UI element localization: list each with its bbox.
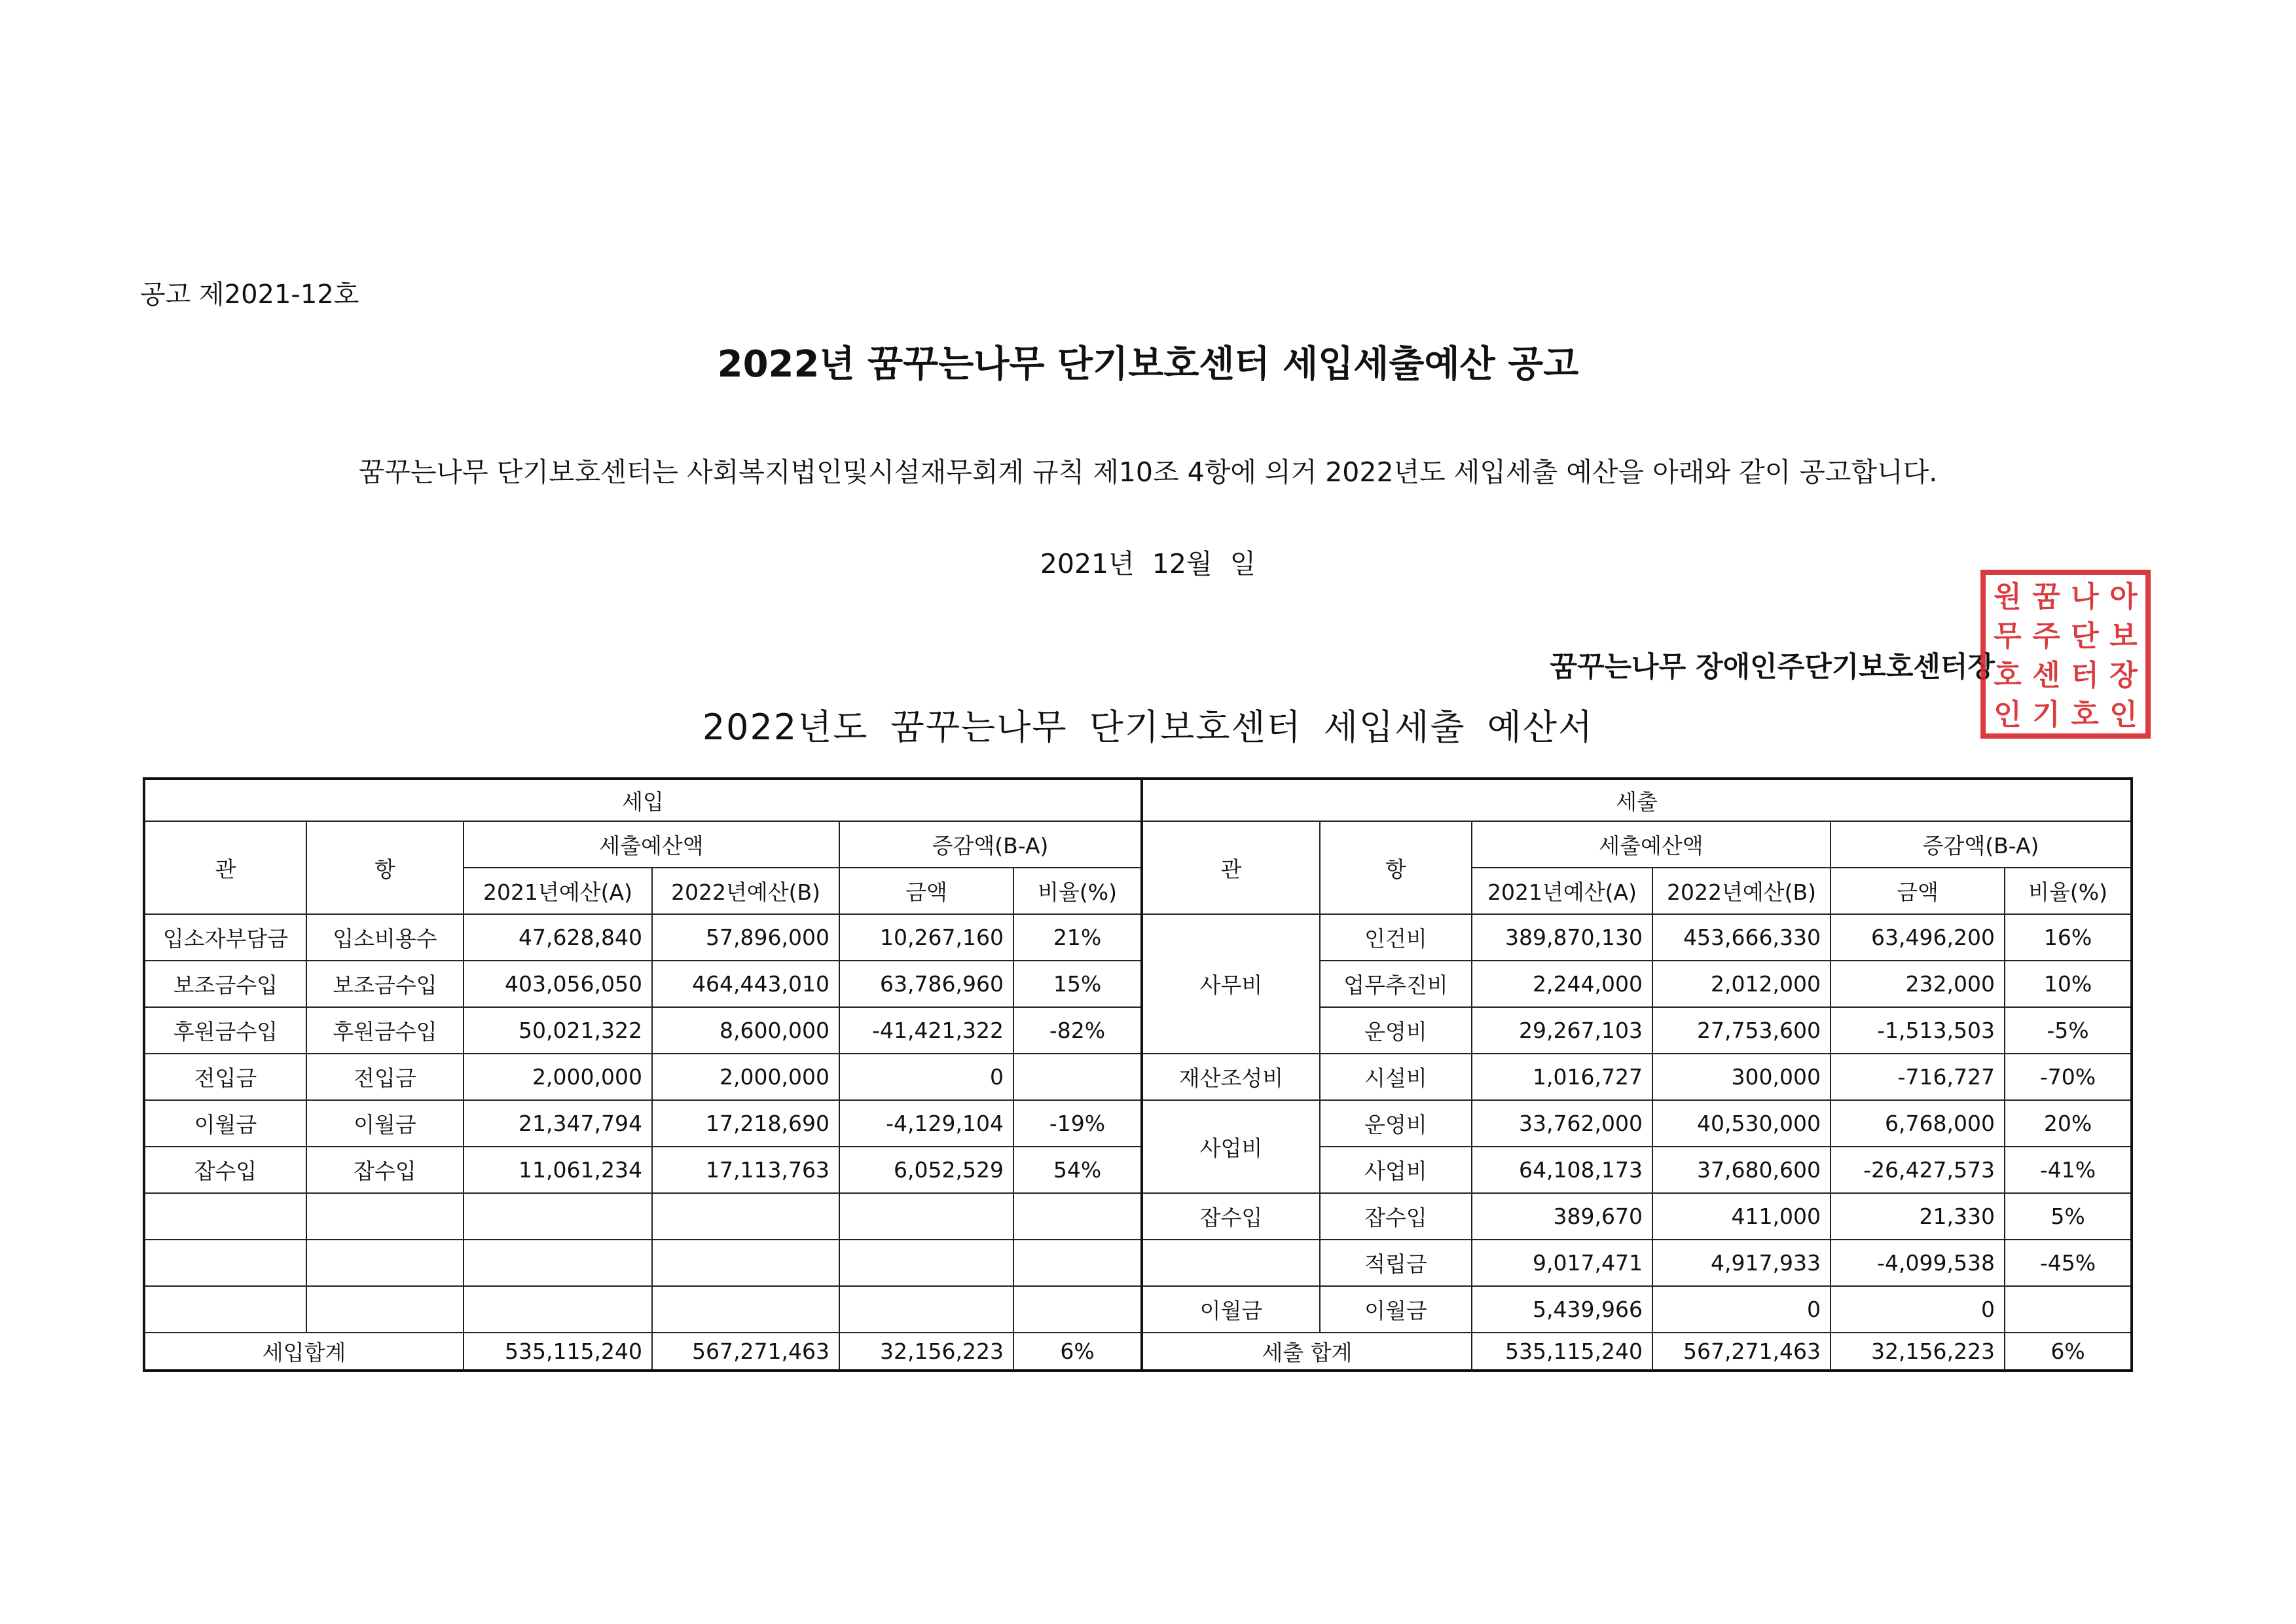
change-ratio-cell: -70%: [2005, 1054, 2132, 1100]
total-change-ratio: 6%: [2005, 1333, 2132, 1371]
change-header: 증감액(B-A): [1831, 821, 2132, 868]
gwan-cell: 재산조성비: [1142, 1054, 1320, 1100]
notice-date: 2021년 12월 일: [1040, 548, 1256, 580]
hang-header: 항: [1320, 821, 1472, 914]
change-amount-cell: -4,099,538: [1831, 1240, 2005, 1286]
hang-cell: 운영비: [1320, 1100, 1472, 1147]
hang-cell: 사업비: [1320, 1147, 1472, 1193]
budget-2022-cell: 8,600,000: [652, 1007, 839, 1054]
gwan-cell: 이월금: [144, 1100, 306, 1147]
table-row: [144, 961, 1142, 1007]
budget-2022-header: 2022년예산(B): [1652, 868, 1831, 914]
table-row: [1142, 1054, 2132, 1100]
empty-row: [144, 1240, 1142, 1286]
hang-cell: 적립금: [1320, 1240, 1472, 1286]
ratio-header: 비율(%): [2005, 868, 2132, 914]
change-amount-cell: 0: [1831, 1286, 2005, 1333]
budget-header: 세출예산액: [464, 821, 839, 868]
gwan-cell: 잡수입: [1142, 1193, 1320, 1240]
table-row: [144, 1100, 1142, 1147]
budget-2021-cell: 50,021,322: [464, 1007, 652, 1054]
table-row: [1142, 914, 2132, 961]
table-row: [1142, 1193, 2132, 1240]
change-amount-cell: 63,496,200: [1831, 914, 2005, 961]
hang-cell: 이월금: [1320, 1286, 1472, 1333]
total-2022: 567,271,463: [1652, 1333, 1831, 1371]
hang-cell: 운영비: [1320, 1007, 1472, 1054]
change-ratio-cell: 54%: [1013, 1147, 1142, 1193]
change-amount-cell: 6,768,000: [1831, 1100, 2005, 1147]
gwan-cell: 전입금: [144, 1054, 306, 1100]
empty-row: [144, 1286, 1142, 1333]
budget-2021-cell: 9,017,471: [1472, 1240, 1652, 1286]
budget-2022-cell: 17,218,690: [652, 1100, 839, 1147]
gwan-cell: 보조금수입: [144, 961, 306, 1007]
budget-2022-cell: 453,666,330: [1652, 914, 1831, 961]
budget-header: 세출예산액: [1472, 821, 1831, 868]
hang-cell: 업무추진비: [1320, 961, 1472, 1007]
total-change-ratio: 6%: [1013, 1333, 1142, 1371]
amount-header: 금액: [1831, 868, 2005, 914]
budget-2021-cell: 47,628,840: [464, 914, 652, 961]
budget-2021-cell: 5,439,966: [1472, 1286, 1652, 1333]
gwan-cell: [1142, 1240, 1320, 1286]
gwan-header: 관: [1142, 821, 1320, 914]
change-ratio-cell: 15%: [1013, 961, 1142, 1007]
total-label: 세출 합계: [1142, 1333, 1472, 1371]
budget-2022-cell: 464,443,010: [652, 961, 839, 1007]
budget-2022-cell: 2,012,000: [1652, 961, 1831, 1007]
budget-2022-cell: 4,917,933: [1652, 1240, 1831, 1286]
budget-2022-cell: 40,530,000: [1652, 1100, 1831, 1147]
gwan-cell: 사업비: [1142, 1100, 1320, 1193]
hang-header: 항: [306, 821, 464, 914]
budget-2021-cell: 21,347,794: [464, 1100, 652, 1147]
table-row: [144, 1147, 1142, 1193]
table-row: [144, 1054, 1142, 1100]
budget-2021-cell: 403,056,050: [464, 961, 652, 1007]
change-ratio-cell: -82%: [1013, 1007, 1142, 1054]
hang-cell: 이월금: [306, 1100, 464, 1147]
change-ratio-cell: 16%: [2005, 914, 2132, 961]
change-ratio-cell: 20%: [2005, 1100, 2132, 1147]
budget-2022-cell: 37,680,600: [1652, 1147, 1831, 1193]
gwan-cell: 잡수입: [144, 1147, 306, 1193]
change-amount-cell: 232,000: [1831, 961, 2005, 1007]
total-change-amount: 32,156,223: [839, 1333, 1013, 1371]
budget-2021-cell: 33,762,000: [1472, 1100, 1652, 1147]
hang-cell: 잡수입: [306, 1147, 464, 1193]
notice-number: 공고 제2021-12호: [140, 280, 359, 310]
hang-cell: 입소비용수: [306, 914, 464, 961]
budget-2021-cell: 2,000,000: [464, 1054, 652, 1100]
table-row: [144, 1007, 1142, 1054]
expense-table: [1140, 777, 2133, 1372]
total-2022: 567,271,463: [652, 1333, 839, 1371]
gwan-cell: 이월금: [1142, 1286, 1320, 1333]
change-ratio-cell: 5%: [2005, 1193, 2132, 1240]
total-2021: 535,115,240: [1472, 1333, 1652, 1371]
change-ratio-cell: [1013, 1054, 1142, 1100]
hang-cell: 시설비: [1320, 1054, 1472, 1100]
amount-header: 금액: [839, 868, 1013, 914]
change-ratio-cell: -41%: [2005, 1147, 2132, 1193]
change-amount-cell: -716,727: [1831, 1054, 2005, 1100]
table-row: [1142, 1100, 2132, 1147]
budget-2021-cell: 2,244,000: [1472, 961, 1652, 1007]
income-total-row: [144, 1333, 1142, 1371]
gwan-cell: 후원금수입: [144, 1007, 306, 1054]
hang-cell: 인건비: [1320, 914, 1472, 961]
hang-cell: 보조금수입: [306, 961, 464, 1007]
total-change-amount: 32,156,223: [1831, 1333, 2005, 1371]
hang-cell: 전입금: [306, 1054, 464, 1100]
budget-2021-cell: 29,267,103: [1472, 1007, 1652, 1054]
empty-row: [144, 1193, 1142, 1240]
change-ratio-cell: 21%: [1013, 914, 1142, 961]
change-amount-cell: 63,786,960: [839, 961, 1013, 1007]
change-amount-cell: -26,427,573: [1831, 1147, 2005, 1193]
change-ratio-cell: -5%: [2005, 1007, 2132, 1054]
table-row: [144, 914, 1142, 961]
gwan-cell: 사무비: [1142, 914, 1320, 1054]
budget-2022-cell: 57,896,000: [652, 914, 839, 961]
budget-2021-cell: 389,870,130: [1472, 914, 1652, 961]
change-amount-cell: -1,513,503: [1831, 1007, 2005, 1054]
change-ratio-cell: [2005, 1286, 2132, 1333]
change-ratio-cell: 10%: [2005, 961, 2132, 1007]
hang-cell: 잡수입: [1320, 1193, 1472, 1240]
document-title: 2022년 꿈꾸는나무 단기보호센터 세입세출예산 공고: [717, 343, 1579, 386]
budget-2022-cell: 411,000: [1652, 1193, 1831, 1240]
official-seal: 원 꿈 나 아 무 주 단 보 호 센 터 장 인 기 호 인: [1980, 570, 2151, 739]
change-amount-cell: 0: [839, 1054, 1013, 1100]
change-amount-cell: 6,052,529: [839, 1147, 1013, 1193]
budget-2021-cell: 389,670: [1472, 1193, 1652, 1240]
change-header: 증감액(B-A): [839, 821, 1142, 868]
expense-header: 세출: [1142, 779, 2132, 821]
budget-2022-cell: 300,000: [1652, 1054, 1831, 1100]
budget-2022-cell: 27,753,600: [1652, 1007, 1831, 1054]
budget-2021-cell: 11,061,234: [464, 1147, 652, 1193]
budget-2021-cell: 1,016,727: [1472, 1054, 1652, 1100]
total-label: 세입합계: [144, 1333, 464, 1371]
change-amount-cell: 10,267,160: [839, 914, 1013, 961]
issuer-name: 꿈꾸는나무 장애인주단기보호센터장: [1550, 651, 1995, 684]
income-header: 세입: [144, 779, 1142, 821]
budget-2021-header: 2021년예산(A): [464, 868, 652, 914]
income-table: [143, 777, 1143, 1372]
change-amount-cell: -4,129,104: [839, 1100, 1013, 1147]
budget-2022-header: 2022년예산(B): [652, 868, 839, 914]
table-title: 2022년도 꿈꾸는나무 단기보호센터 세입세출 예산서: [702, 707, 1594, 748]
table-row: [1142, 1240, 2132, 1286]
table-row: [1142, 1286, 2132, 1333]
change-ratio-cell: -19%: [1013, 1100, 1142, 1147]
budget-2022-cell: 0: [1652, 1286, 1831, 1333]
budget-2021-header: 2021년예산(A): [1472, 868, 1652, 914]
budget-2022-cell: 2,000,000: [652, 1054, 839, 1100]
budget-2022-cell: 17,113,763: [652, 1147, 839, 1193]
ratio-header: 비율(%): [1013, 868, 1142, 914]
hang-cell: 후원금수입: [306, 1007, 464, 1054]
intro-paragraph: 꿈꾸는나무 단기보호센터는 사회복지법인및시설재무회계 규칙 제10조 4항에 의거 2022년도 세입세출 예산을 아래와 같이 공고합니다.: [358, 456, 1938, 488]
change-amount-cell: 21,330: [1831, 1193, 2005, 1240]
total-2021: 535,115,240: [464, 1333, 652, 1371]
gwan-header: 관: [144, 821, 306, 914]
change-amount-cell: -41,421,322: [839, 1007, 1013, 1054]
expense-total-row: [1142, 1333, 2132, 1371]
gwan-cell: 입소자부담금: [144, 914, 306, 961]
budget-2021-cell: 64,108,173: [1472, 1147, 1652, 1193]
change-ratio-cell: -45%: [2005, 1240, 2132, 1286]
